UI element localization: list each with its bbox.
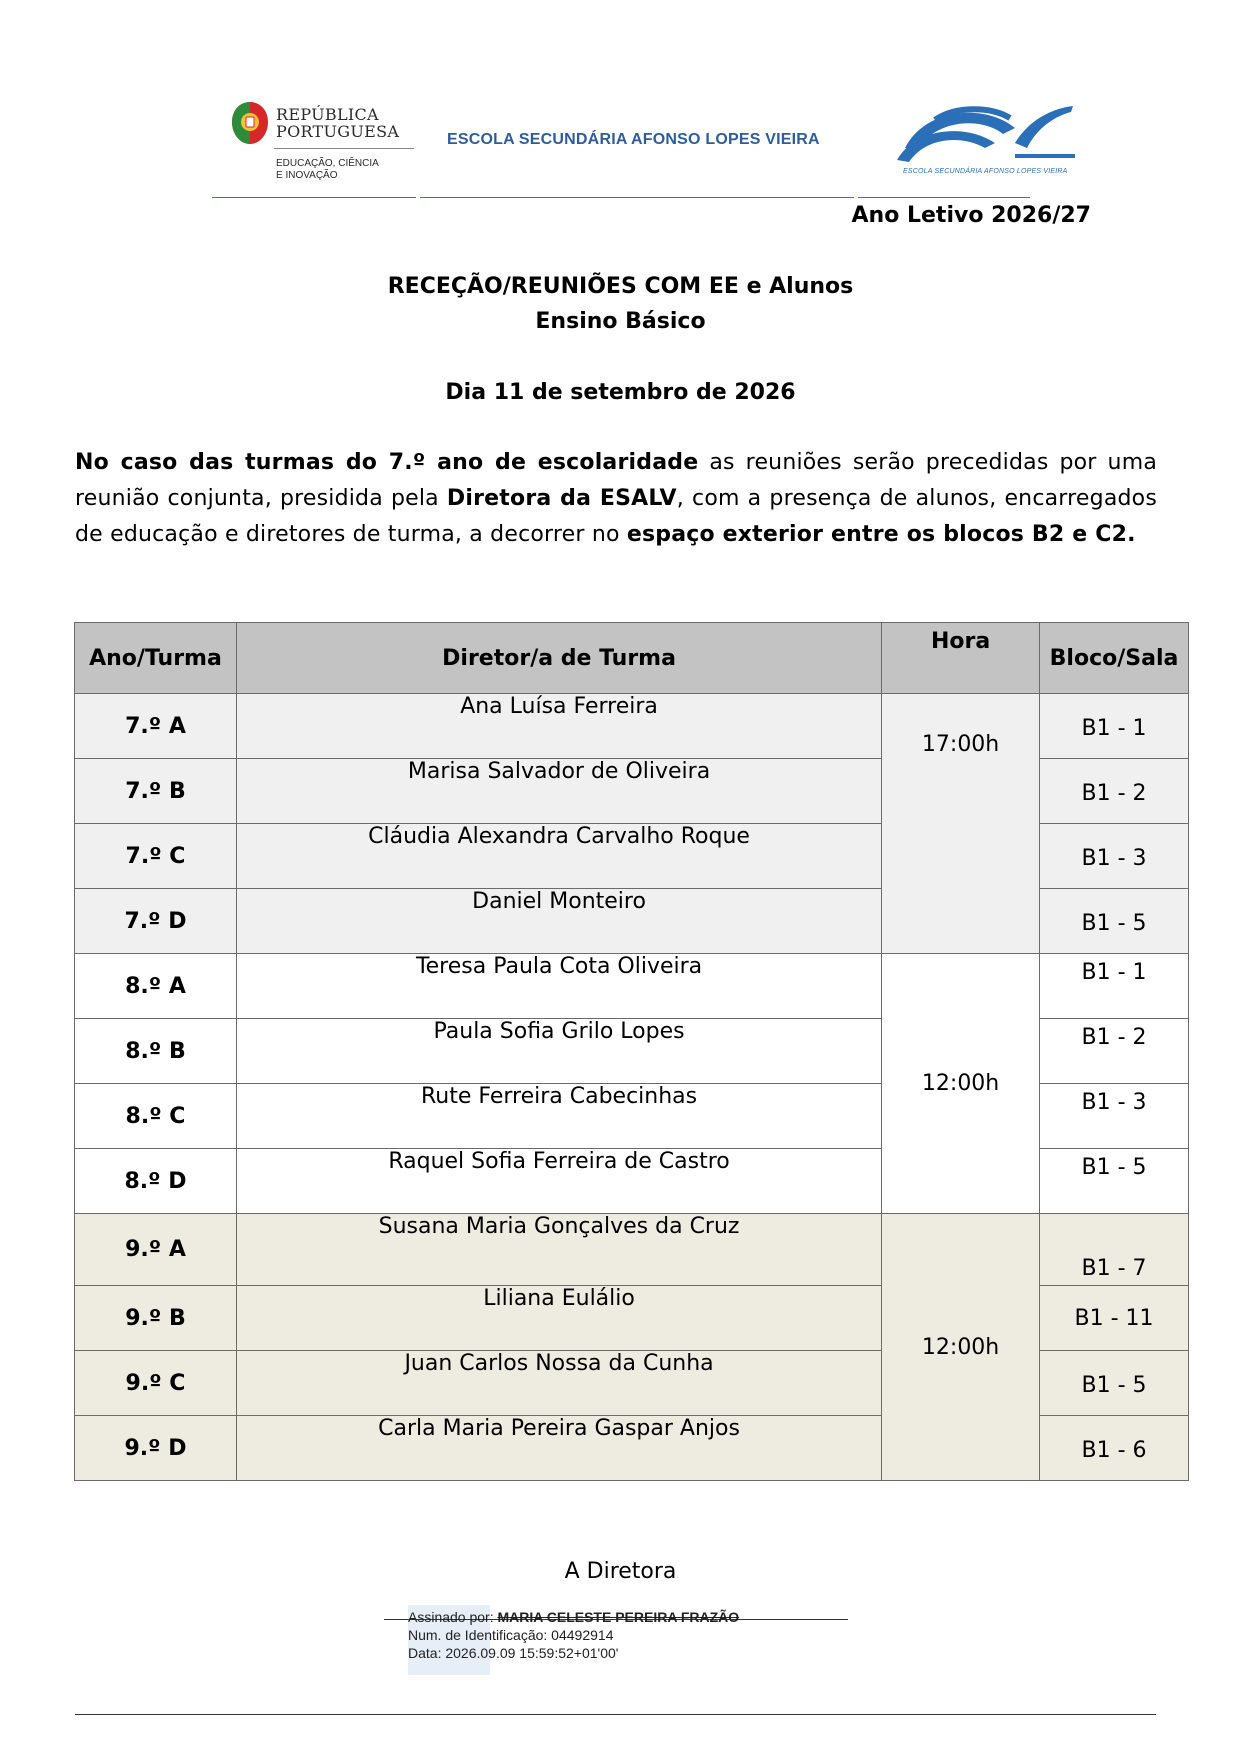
table-row [75, 954, 1189, 1019]
ministry-line1: EDUCAÇÃO, CIÊNCIA [276, 158, 379, 169]
diretor-cell: Carla Maria Pereira Gaspar Anjos [236, 1416, 881, 1481]
signature-date: Data: 2026.09.09 15:59:52+01'00' [408, 1645, 619, 1661]
diretor-cell: Daniel Monteiro [236, 889, 881, 954]
school-year: Ano Letivo 2026/27 [851, 203, 1091, 228]
diretor-cell: Ana Luísa Ferreira [236, 694, 881, 759]
turma-cell: 7.º B [75, 759, 237, 824]
diretor-cell: Cláudia Alexandra Carvalho Roque [236, 824, 881, 889]
table-header-row [75, 623, 1189, 694]
footer-rule [75, 1714, 1156, 1715]
header-hora: Hora [882, 623, 1040, 694]
intro-bold-5: espaço exterior entre os blocos B2 e C2. [626, 522, 1136, 547]
school-arches-icon [895, 98, 1080, 168]
intro-text-4: , com a presença de alunos, encarregados de educação e diretores de turma, a decorrer no [75, 486, 1157, 547]
republica-portuguesa-logo [230, 100, 420, 190]
turma-cell: 9.º D [75, 1416, 237, 1481]
diretor-cell: Paula Sofia Grilo Lopes [236, 1019, 881, 1084]
sala-cell: B1 - 1 [1040, 954, 1189, 1019]
header-turma: Ano/Turma [75, 623, 237, 694]
diretor-cell: Teresa Paula Cota Oliveira [236, 954, 881, 1019]
table-row [75, 1214, 1189, 1286]
sala-cell: B1 - 5 [1040, 889, 1189, 954]
diretor-cell: Juan Carlos Nossa da Cunha [236, 1351, 881, 1416]
diretor-cell: Rute Ferreira Cabecinhas [236, 1084, 881, 1149]
turma-cell: 9.º B [75, 1286, 237, 1351]
republica-line2: PORTUGUESA [276, 122, 400, 141]
turma-cell: 8.º B [75, 1019, 237, 1084]
header-rule-left [212, 197, 416, 198]
signed-by-label: Assinado por: [408, 1609, 494, 1625]
page-title: RECEÇÃO/REUNIÕES COM EE e Alunos [387, 274, 854, 299]
ministry-line2: E INOVAÇÃO [276, 170, 338, 181]
turma-cell: 7.º A [75, 694, 237, 759]
meeting-date: Dia 11 de setembro de 2026 [445, 380, 796, 405]
sala-cell: B1 - 5 [1040, 1351, 1189, 1416]
header-diretor: Diretor/a de Turma [236, 623, 881, 694]
logo-divider [274, 148, 414, 149]
intro-bold-3: Diretora da ESALV [446, 486, 677, 511]
hora-cell-7: 17:00h [882, 694, 1040, 954]
table-row [75, 694, 1189, 759]
turma-cell: 9.º C [75, 1351, 237, 1416]
sala-cell: B1 - 6 [1040, 1416, 1189, 1481]
sala-cell: B1 - 1 [1040, 694, 1189, 759]
signer-name: MARIA CELESTE PEREIRA FRAZÃO [497, 1609, 740, 1625]
school-logo-caption: ESCOLA SECUNDÁRIA AFONSO LOPES VIEIRA [903, 168, 1068, 175]
turma-cell: 7.º D [75, 889, 237, 954]
header-rule-middle [420, 197, 854, 198]
intro-bold-1: No caso das turmas do 7.º ano de escolaridade [75, 450, 699, 475]
schedule-table [74, 622, 1189, 1481]
intro-text-2: as reuniões serão precedidas por uma reunião conjunta, presidida pela [75, 450, 1157, 511]
sala-cell: B1 - 7 [1040, 1214, 1189, 1286]
header-sala: Bloco/Sala [1040, 623, 1189, 694]
page-subtitle: Ensino Básico [535, 309, 706, 334]
diretor-cell: Raquel Sofia Ferreira de Castro [236, 1149, 881, 1214]
signer-id: Num. de Identificação: 04492914 [408, 1627, 614, 1643]
hora-cell-8: 12:00h [882, 954, 1040, 1214]
sala-cell: B1 - 11 [1040, 1286, 1189, 1351]
turma-cell: 7.º C [75, 824, 237, 889]
school-logo [895, 98, 1080, 182]
digital-signature [408, 1608, 739, 1662]
turma-cell: 8.º A [75, 954, 237, 1019]
header-rule-right [858, 197, 1030, 198]
diretor-cell: Marisa Salvador de Oliveira [236, 759, 881, 824]
sala-cell: B1 - 2 [1040, 1019, 1189, 1084]
turma-cell: 9.º A [75, 1214, 237, 1286]
turma-cell: 8.º D [75, 1149, 237, 1214]
intro-paragraph [75, 445, 1157, 553]
hora-cell-9: 12:00h [882, 1214, 1040, 1481]
signature-role: A Diretora [564, 1559, 677, 1584]
sala-cell: B1 - 2 [1040, 759, 1189, 824]
diretor-cell: Liliana Eulálio [236, 1286, 881, 1351]
sala-cell: B1 - 3 [1040, 1084, 1189, 1149]
sala-cell: B1 - 5 [1040, 1149, 1189, 1214]
diretor-cell: Susana Maria Gonçalves da Cruz [236, 1214, 881, 1286]
sala-cell: B1 - 3 [1040, 824, 1189, 889]
coat-of-arms-icon [230, 100, 270, 146]
republica-line1: REPÚBLICA [276, 105, 379, 124]
turma-cell: 8.º C [75, 1084, 237, 1149]
school-name: ESCOLA SECUNDÁRIA AFONSO LOPES VIEIRA [447, 131, 820, 148]
